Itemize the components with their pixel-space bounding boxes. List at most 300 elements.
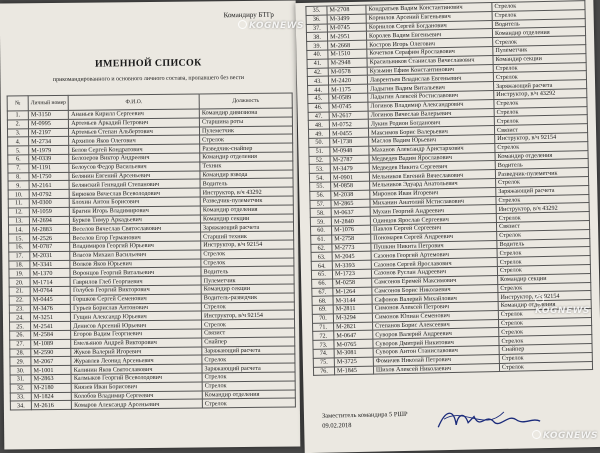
- position: Водитель: [201, 266, 294, 276]
- row-number: 44.: [308, 85, 329, 94]
- full-name: Кузьмин Ефим Константинович: [367, 64, 493, 75]
- position: Заряжающий расчета: [494, 80, 587, 91]
- personal-number: М-2694: [29, 216, 69, 225]
- row-number: 71.: [313, 323, 334, 332]
- full-name: Князев Иван Борисович: [71, 382, 202, 392]
- position: Инструктор, в/ч 43292: [494, 89, 587, 100]
- row-number: 18.: [9, 260, 30, 269]
- full-name: Гущин Александр Юрьевич: [71, 311, 202, 321]
- row-number: 26.: [10, 331, 31, 340]
- position: Стрелок: [494, 97, 587, 108]
- personal-number: М-2420: [328, 76, 367, 86]
- row-number: 70.: [312, 314, 333, 323]
- full-name: Логинов Вячеслав Валерьевич: [368, 108, 494, 119]
- row-number: 47.: [308, 112, 329, 121]
- position: Стрелок: [201, 258, 294, 268]
- full-name: Павлов Сергей Сергеевич: [370, 222, 496, 233]
- position: Командир секции: [498, 273, 591, 284]
- personal-number: М-0745: [329, 102, 368, 112]
- personal-number: М-0765: [334, 339, 373, 349]
- personal-number: М-3479: [330, 164, 369, 174]
- personal-number: М-0455: [329, 128, 368, 138]
- full-name: Гаврилов Глеб Георгиевич: [70, 276, 201, 286]
- row-number: 76.: [313, 367, 334, 376]
- personal-number: М-0787: [30, 242, 70, 251]
- document-page-left: [0, 0, 300, 449]
- full-name: Сафонов Валерий Михайлович: [372, 293, 498, 304]
- position: Старший техник: [201, 231, 294, 241]
- personal-number: М-2840: [331, 216, 370, 226]
- full-name: Мельников Эдуард Анатольевич: [370, 178, 496, 189]
- personal-number: М-0745: [327, 23, 366, 33]
- position: Стрелок: [494, 115, 587, 126]
- position: Связист: [496, 220, 589, 231]
- personal-number: М-3725: [334, 357, 373, 367]
- full-name: Власов Михаил Васильевич: [70, 250, 201, 260]
- row-number: 36.: [306, 15, 327, 24]
- row-number: 15.: [9, 234, 30, 243]
- position: Командир дивизиона: [199, 108, 292, 118]
- row-number: 24.: [9, 313, 30, 322]
- row-number: 50.: [309, 138, 330, 147]
- row-number: 16.: [9, 243, 30, 252]
- row-number: 42.: [307, 68, 328, 77]
- full-name: Брагин Игорь Владимирович: [70, 206, 201, 216]
- personal-number: М-2616: [31, 401, 71, 410]
- row-number: 25.: [10, 322, 31, 331]
- position: Заряжающий расчета: [202, 346, 295, 356]
- personal-number: М-0445: [30, 295, 70, 304]
- full-name: Лукин Родион Богданович: [368, 117, 494, 128]
- row-number: 51.: [309, 147, 330, 156]
- signature-date: 09.02.2018: [322, 422, 352, 430]
- row-number: 35.: [306, 6, 327, 15]
- position: Водитель: [497, 238, 590, 249]
- header-personal-number: Личный номер: [28, 95, 68, 110]
- full-name: Симонов Алексей Петрович: [372, 302, 498, 313]
- position: Командир отделения: [200, 205, 293, 215]
- watermark-right: [535, 295, 600, 316]
- row-number: 19.: [9, 269, 30, 278]
- position: Заряжающий расчета: [202, 363, 295, 373]
- personal-number: М-2758: [332, 234, 371, 244]
- position: Стрелок: [495, 141, 588, 152]
- personal-number: М-0752: [329, 120, 368, 130]
- row-number: 66.: [312, 279, 333, 288]
- position: Командир секции: [201, 284, 294, 294]
- roster-table-right: [305, 0, 593, 376]
- row-number: 8.: [8, 172, 29, 181]
- position: Стрелок: [201, 319, 294, 329]
- position: Стрелок: [499, 361, 592, 372]
- position: Стрелок: [499, 335, 592, 346]
- header-full-name: Ф.И.О.: [68, 94, 199, 110]
- position: Стрелок: [498, 308, 591, 319]
- position: Стрелок: [497, 264, 590, 275]
- personal-number: М-2617: [329, 111, 368, 121]
- full-name: Жуков Валерий Игоревич: [71, 346, 202, 356]
- full-name: Ананьев Кирилл Сергеевич: [69, 109, 200, 119]
- personal-number: М-1089: [31, 339, 71, 348]
- personal-number: М-0339: [29, 154, 69, 163]
- row-number: 68.: [312, 296, 333, 305]
- full-name: Воронцов Георгий Витальевич: [70, 267, 201, 277]
- watermark-logo-icon: [532, 430, 541, 439]
- personal-number: М-2031: [30, 251, 70, 260]
- full-name: Калинин Яков Святославович: [71, 364, 202, 374]
- full-name: Белов Сергей Кондратович: [69, 144, 200, 154]
- full-name: Суворов Антон Станиславович: [373, 346, 499, 357]
- personal-number: М-3081: [334, 348, 373, 358]
- position: Инструктор, в/ч 43292: [496, 203, 589, 214]
- full-name: Костров Игорь Олегович: [367, 38, 493, 49]
- position: Водитель: [200, 178, 293, 188]
- row-number: 58.: [310, 208, 331, 217]
- addressee: Командиру БТГр: [223, 10, 274, 20]
- full-name: Логинов Владимир Александрович: [368, 99, 494, 110]
- row-number: 54.: [309, 173, 330, 182]
- row-number: 17.: [9, 252, 30, 261]
- full-name: Белянский Геннадий Степанович: [69, 179, 200, 189]
- full-name: Белоусов Федор Васильевич: [69, 162, 200, 172]
- position: Инструктор, в/ч 92154: [498, 291, 591, 302]
- full-name: Корнилов Сергей Богданович: [366, 20, 492, 31]
- signature-line: Заместитель командира 5 РШР: [321, 410, 408, 420]
- personal-number: М-2811: [333, 304, 372, 314]
- row-number: 11.: [8, 199, 29, 208]
- personal-number: М-3341: [30, 260, 70, 269]
- position: Старшина роты: [199, 117, 292, 127]
- row-number: 12.: [8, 208, 29, 217]
- personal-number: М-0995: [28, 119, 68, 128]
- personal-number: М-2668: [328, 40, 367, 50]
- position: Стрелок: [497, 229, 590, 240]
- position: Водитель-разведчик: [201, 293, 294, 303]
- roster-body-left: [7, 108, 295, 410]
- position: Стрелок: [202, 354, 295, 364]
- row-number: 22.: [9, 295, 30, 304]
- row-number: 48.: [308, 120, 329, 129]
- personal-number: М-2197: [28, 128, 68, 137]
- full-name: Самсонов Еремей Максимович: [372, 275, 498, 286]
- full-name: Миханин Анатолий Мстиславович: [370, 196, 496, 207]
- full-name: Миронов Иван Игоревич: [370, 187, 496, 198]
- full-name: Гурьев Борислав Антонович: [71, 302, 202, 312]
- row-number: 33.: [10, 392, 31, 401]
- row-number: 65.: [311, 270, 332, 279]
- full-name: Симонов Юлиан Семенович: [372, 310, 498, 321]
- full-name: Калмыков Георгий Всеволодович: [71, 373, 202, 383]
- row-number: 34.: [10, 401, 31, 410]
- position: Стрелок: [496, 194, 589, 205]
- personal-number: М-2541: [31, 321, 71, 330]
- position: Стрелок: [201, 302, 294, 312]
- full-name: Кондратьев Вадим Константинович: [366, 3, 492, 14]
- personal-number: М-1723: [332, 269, 371, 279]
- personal-number: М-2590: [31, 348, 71, 357]
- position: Командир отделения: [495, 150, 588, 161]
- full-name: Маслов Вадим Юрьевич: [369, 134, 495, 145]
- full-name: Журавлев Леонид Арсеньевич: [71, 355, 202, 365]
- position: Пулеметчик: [493, 45, 586, 56]
- personal-number: М-0792: [29, 190, 69, 199]
- personal-number: М-3150: [28, 110, 68, 119]
- personal-number: М-2821: [334, 322, 373, 332]
- position: Разведчик-снайпер: [200, 143, 293, 153]
- full-name: Суворов Валерий Андреевич: [373, 328, 499, 339]
- full-name: Артемьев Аркадий Петрович: [69, 118, 200, 128]
- position: Стрелок: [496, 212, 589, 223]
- position: Стрелок: [202, 381, 295, 391]
- row-number: 46.: [308, 103, 329, 112]
- position: Стрелок: [499, 352, 592, 363]
- position: Стрелок: [497, 256, 590, 267]
- row-number: 30.: [10, 366, 31, 375]
- row-number: 40.: [307, 50, 328, 59]
- position: Стрелок: [498, 317, 591, 328]
- full-name: Медведев Никита Сергеевич: [369, 161, 495, 172]
- personal-number: М-2045: [332, 251, 371, 261]
- watermark-text: KOGNEWS: [249, 21, 305, 31]
- row-number: 72.: [313, 331, 334, 340]
- document-title: ИМЕННОЙ СПИСОК: [94, 57, 202, 70]
- watermark-top: [238, 20, 304, 31]
- full-name: Самсонов Борис Николаевич: [372, 284, 498, 295]
- full-name: Денисов Арсений Юрьевич: [71, 320, 202, 330]
- row-number: 73.: [313, 340, 334, 349]
- position: Разведчик-пулеметчик: [200, 196, 293, 206]
- personal-number: М-1714: [30, 277, 70, 286]
- watermark-logo-icon: [238, 20, 247, 29]
- position: Стрелок: [492, 9, 585, 20]
- full-name: Королев Вадим Евгеньевич: [366, 29, 492, 40]
- full-name: Маханов Александр Аристархович: [369, 143, 495, 154]
- full-name: Кочетков Серафим Ярославович: [367, 47, 493, 58]
- full-name: Ладыгин Алексей Ростиславович: [368, 91, 494, 102]
- document-page-right: [295, 0, 600, 453]
- full-name: Блохин Антон Борисович: [69, 197, 200, 207]
- row-number: 43.: [307, 76, 328, 85]
- full-name: Ладыгин Вадим Витальевич: [368, 82, 494, 93]
- personal-number: М-2708: [327, 5, 366, 15]
- roster-table-left: [7, 92, 296, 410]
- row-number: 59.: [310, 217, 331, 226]
- row-number: 10.: [8, 190, 29, 199]
- position: Заряжающий расчета: [200, 222, 293, 232]
- full-name: Медведев Вадим Ярославович: [369, 152, 495, 163]
- row-number: 41.: [307, 59, 328, 68]
- position: Командир секции: [493, 53, 586, 64]
- personal-number: М-2526: [30, 233, 70, 242]
- personal-number: М-1845: [334, 366, 373, 376]
- full-name: Бурков Тимур Аркадьевич: [70, 215, 201, 225]
- personal-number: М-1750: [29, 172, 69, 181]
- row-number: 61.: [311, 235, 332, 244]
- row-number: 31.: [10, 375, 31, 384]
- roster-body-right: [306, 1, 593, 376]
- full-name: Веселов Вячеслав Святославович: [70, 223, 201, 233]
- full-name: Емельянов Андрей Викторович: [71, 338, 202, 348]
- position: Стрелок: [200, 134, 293, 144]
- personal-number: М-3294: [333, 313, 372, 323]
- row-number: 69.: [312, 305, 333, 314]
- position: Разведчик-пулеметчик: [495, 168, 588, 179]
- personal-number: М-2773: [332, 243, 371, 253]
- position: Стрелок: [493, 62, 586, 73]
- row-number: 13.: [8, 216, 29, 225]
- row-number: 37.: [306, 24, 327, 33]
- position: Инструктор, в/ч 92154: [201, 240, 294, 250]
- position: Техник: [200, 161, 293, 171]
- row-number: 6.: [8, 155, 29, 164]
- full-name: Колобов Владимир Сергеевич: [71, 390, 202, 400]
- full-name: Степанов Борис Алексеевич: [373, 319, 499, 330]
- full-name: Архипов Яков Олегович: [69, 135, 200, 145]
- position: Снайпер: [499, 344, 592, 355]
- position: Командир секции: [200, 214, 293, 224]
- row-number: 63.: [311, 252, 332, 261]
- position: Стрелок: [497, 247, 590, 258]
- full-name: Шихов Алексей Николаевич: [373, 363, 499, 374]
- position: Инструктор, в/ч 43292: [200, 187, 293, 197]
- position: Пулеметчик: [199, 126, 292, 136]
- position: Стрелок: [496, 177, 589, 188]
- row-number: 49.: [308, 129, 329, 138]
- row-number: 32.: [10, 383, 31, 392]
- handwritten-signature: [434, 403, 545, 435]
- personal-number: М-1824: [31, 392, 71, 401]
- full-name: Пономарев Сергей Андреевич: [371, 231, 497, 242]
- row-number: 4.: [8, 137, 29, 146]
- full-name: Мельников Евгений Вячеславович: [369, 170, 495, 181]
- personal-number: М-2787: [330, 155, 369, 165]
- full-name: Белянин Евгений Арсеньевич: [69, 171, 200, 181]
- position: Командир отделения: [492, 27, 585, 38]
- row-number: 23.: [9, 304, 30, 313]
- personal-number: М-1264: [333, 287, 372, 297]
- full-name: Владимиров Георгий Юрьевич: [70, 241, 201, 251]
- row-number: 38.: [306, 32, 327, 41]
- row-number: 14.: [8, 225, 29, 234]
- personal-number: М-2951: [327, 32, 366, 42]
- position: Пулеметчик: [201, 275, 294, 285]
- row-number: 9.: [8, 181, 29, 190]
- full-name: Артемьев Степан Альбертович: [69, 127, 200, 137]
- document-subtitle: прикомандированного и основного личного состава, пропавшего без вести: [52, 75, 245, 84]
- personal-number: М-0258: [333, 278, 372, 288]
- row-number: 45.: [308, 94, 329, 103]
- row-number: 53.: [309, 164, 330, 173]
- row-number: 29.: [10, 357, 31, 366]
- full-name: Комаров Александр Арсеньевич: [72, 399, 203, 409]
- full-name: Красильников Станислав Вячеславович: [367, 55, 493, 66]
- personal-number: М-2161: [29, 181, 69, 190]
- personal-number: М-0578: [328, 67, 367, 77]
- personal-number: М-0647: [334, 331, 373, 341]
- personal-number: М-1191: [29, 163, 69, 172]
- full-name: Суворов Дмитрий Никитович: [373, 337, 499, 348]
- row-number: 39.: [307, 41, 328, 50]
- personal-number: М-0901: [330, 172, 369, 182]
- row-number: 67.: [312, 287, 333, 296]
- row-number: 55.: [310, 182, 331, 191]
- table-row: [10, 398, 295, 410]
- row-number: 21.: [9, 287, 30, 296]
- personal-number: М-3476: [30, 304, 70, 313]
- personal-number: М-0858: [331, 181, 370, 191]
- personal-number: М-2883: [29, 225, 69, 234]
- personal-number: М-0589: [329, 93, 368, 103]
- full-name: Сазонов Георгий Артемович: [371, 249, 497, 260]
- position: Стрелок: [493, 71, 586, 82]
- full-name: Фомичев Николай Петрович: [373, 354, 499, 365]
- personal-number: М-3144: [333, 295, 372, 305]
- position: Связист: [202, 328, 295, 338]
- position: Стрелок: [202, 398, 295, 408]
- header-number: №: [7, 96, 28, 111]
- position: Стрелок: [498, 282, 591, 293]
- personal-number: М-2948: [328, 58, 367, 68]
- full-name: Одинцов Ярослав Сергеевич: [370, 214, 496, 225]
- row-number: 62.: [311, 243, 332, 252]
- full-name: Белозеров Виктор Андреевич: [69, 153, 200, 163]
- personal-number: М-0948: [330, 146, 369, 156]
- position: Заряжающий расчета: [496, 185, 589, 196]
- full-name: Горшков Сергей Семенович: [70, 294, 201, 304]
- position: Командир отделения: [202, 389, 295, 399]
- row-number: 52.: [309, 156, 330, 165]
- full-name: Корнилов Арсений Евгеньевич: [366, 11, 492, 22]
- personal-number: М-1076: [331, 225, 370, 235]
- position: Снайпер: [202, 337, 295, 347]
- row-number: 64.: [311, 261, 332, 270]
- personal-number: М-2865: [331, 199, 370, 209]
- row-number: 5.: [8, 146, 29, 155]
- position: Инструктор, в/ч 92154: [201, 310, 294, 320]
- personal-number: М-0300: [29, 198, 69, 207]
- position: Стрелок: [202, 372, 295, 382]
- position: Стрелок: [494, 106, 587, 117]
- full-name: Пушкин Никита Петрович: [371, 240, 497, 251]
- watermark-logo-icon: [535, 295, 544, 304]
- row-number: 56.: [310, 191, 331, 200]
- row-number: 75.: [313, 358, 334, 367]
- personal-number: М-2067: [31, 357, 71, 366]
- full-name: Волков Яков Юрьевич: [70, 259, 201, 269]
- full-name: Максимов Борис Валерьевич: [368, 126, 494, 137]
- full-name: Сазонов Руслан Андреевич: [371, 266, 497, 277]
- full-name: Лаврентьев Владислав Евгеньевич: [367, 73, 493, 84]
- position: Командир взвода: [200, 170, 293, 180]
- position: Водитель: [495, 159, 588, 170]
- personal-number: М-1001: [31, 365, 71, 374]
- full-name: Сазонов Сергей Ярославович: [371, 258, 497, 269]
- personal-number: М-2038: [331, 190, 370, 200]
- personal-number: М-1738: [330, 137, 369, 147]
- full-name: Голубев Георгий Викторович: [70, 285, 201, 295]
- full-name: Бирюков Вячеслав Всеволодович: [69, 188, 200, 198]
- personal-number: М-1175: [329, 84, 368, 94]
- personal-number: М-0764: [30, 286, 70, 295]
- personal-number: М-2180: [31, 383, 71, 392]
- row-number: 3.: [7, 128, 28, 137]
- personal-number: М-3393: [332, 260, 371, 270]
- watermark-text: KOGNEWS: [543, 431, 599, 441]
- row-number: 28.: [10, 348, 31, 357]
- row-number: 74.: [313, 349, 334, 358]
- row-number: 20.: [9, 278, 30, 287]
- row-number: 1.: [7, 111, 28, 120]
